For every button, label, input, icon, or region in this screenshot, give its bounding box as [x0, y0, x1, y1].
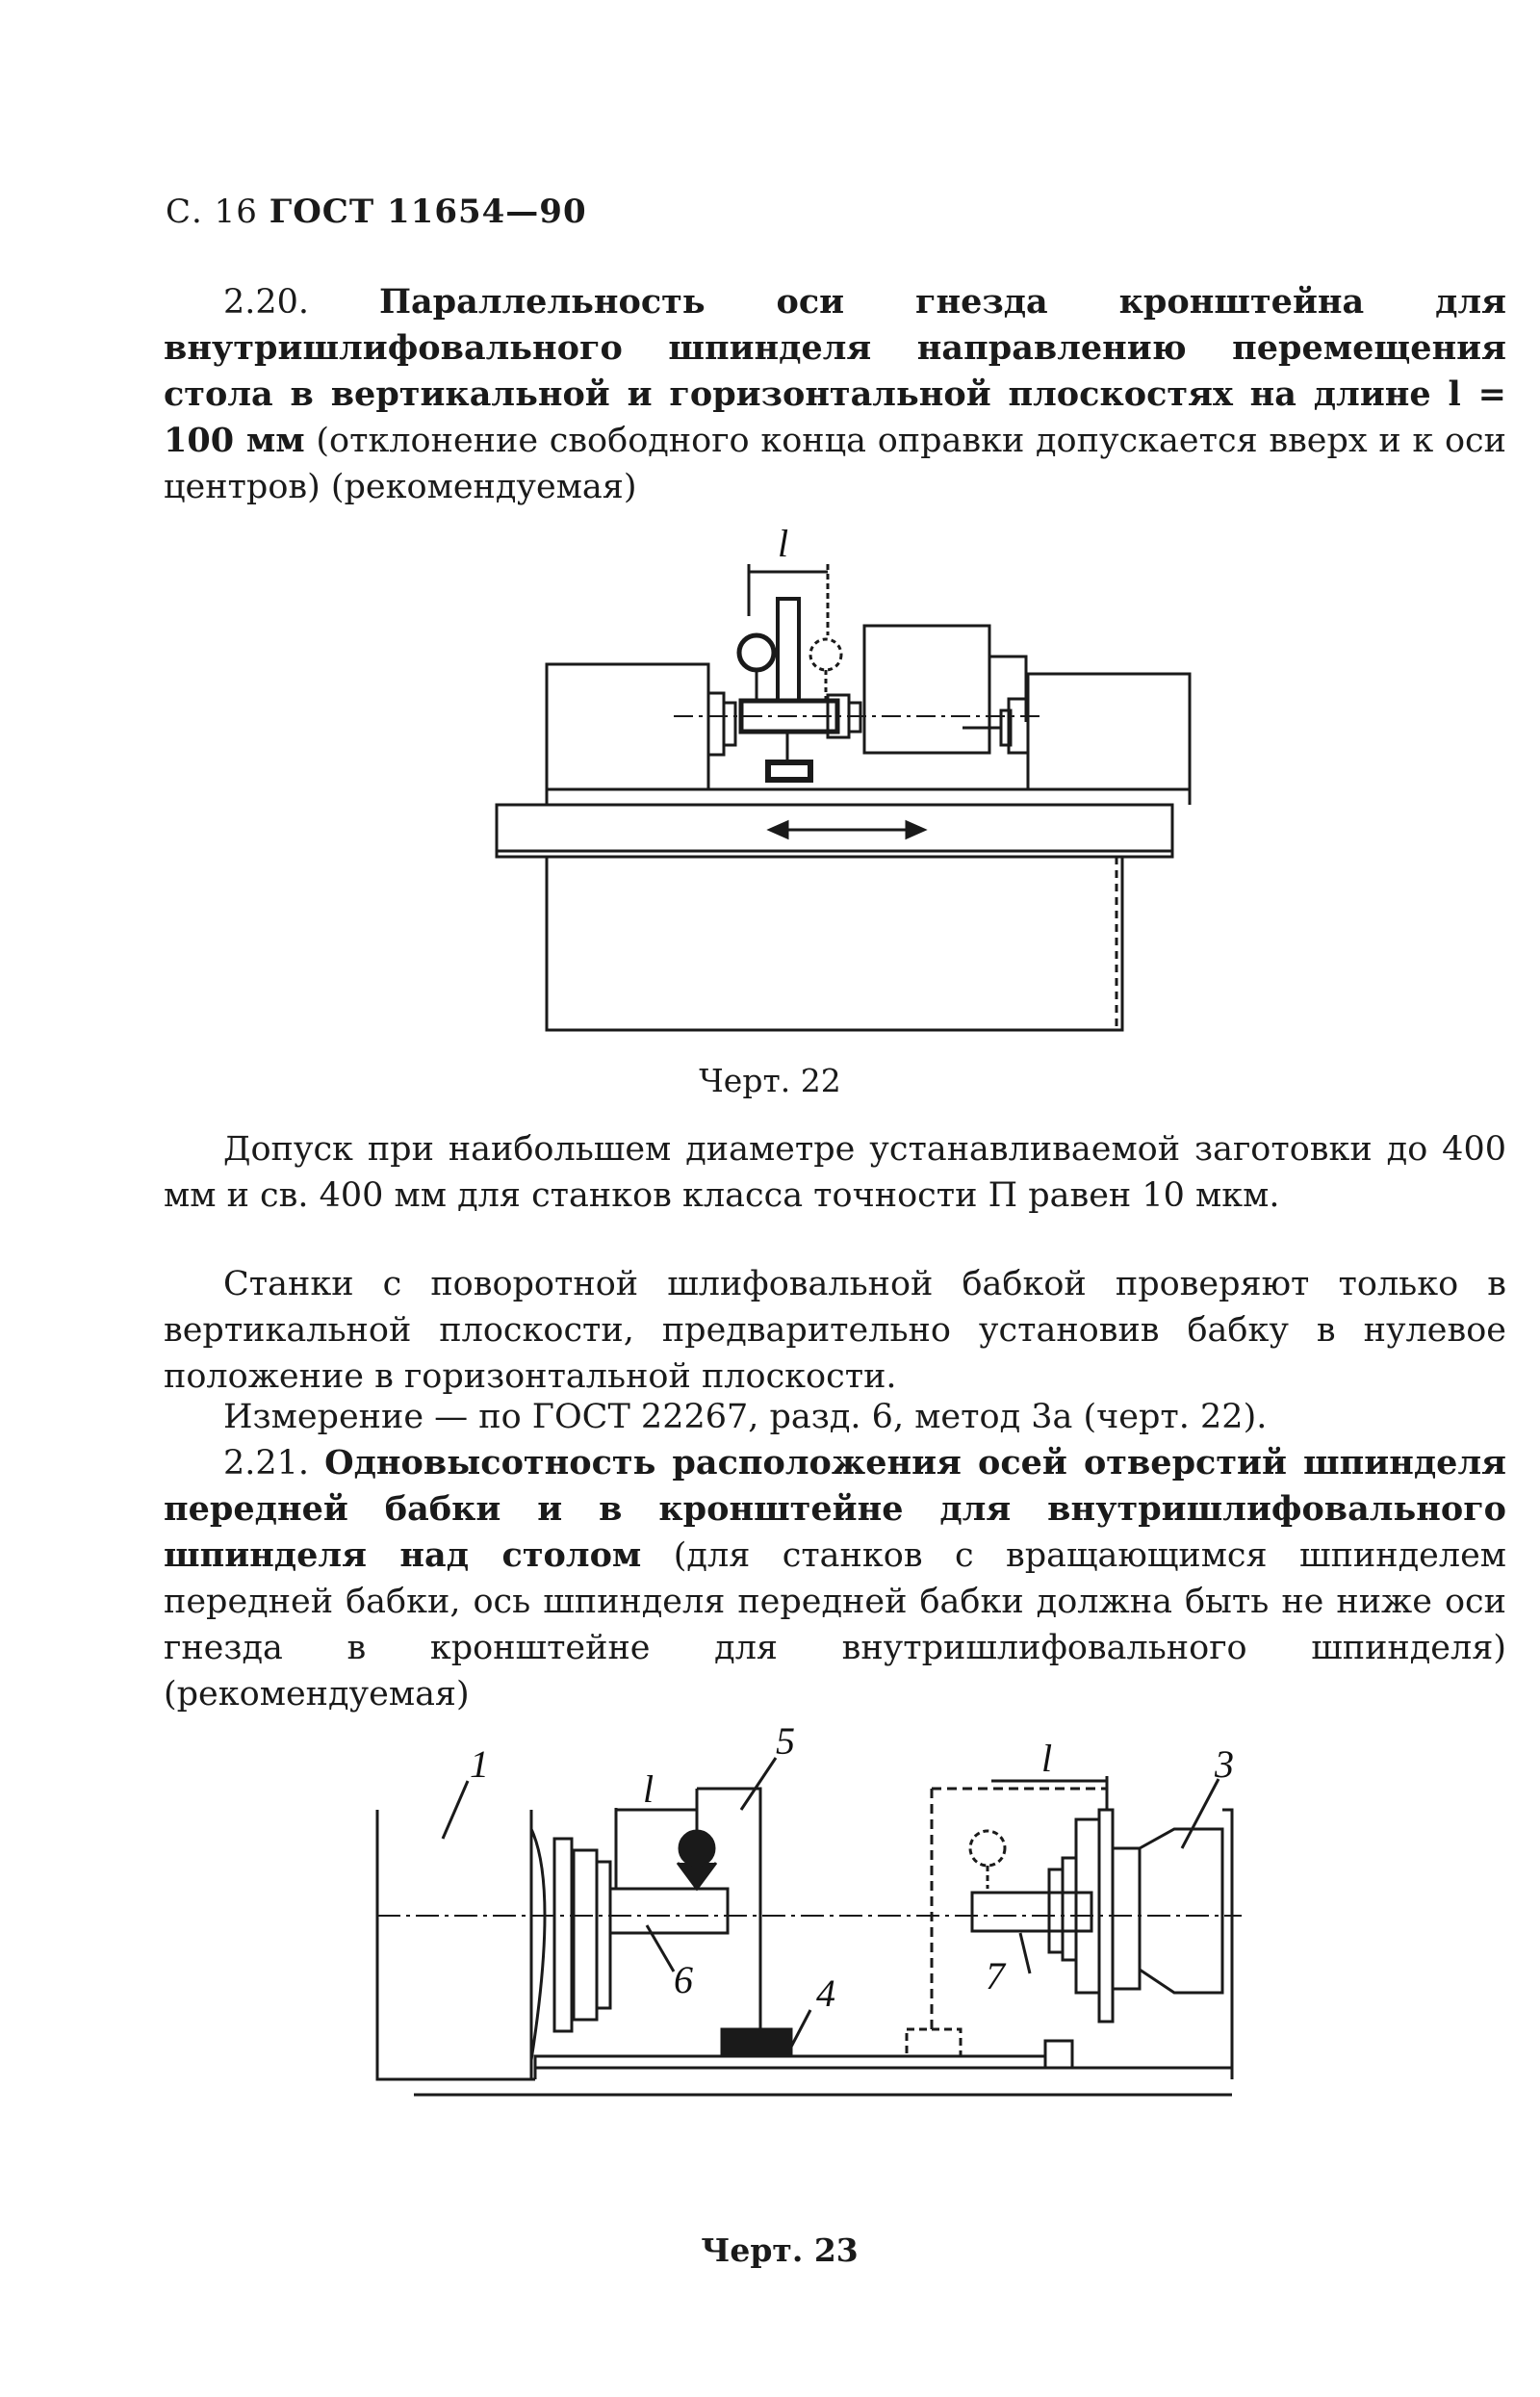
standard-code: ГОСТ 11654—90: [269, 193, 587, 231]
figure-22-caption: Черт. 22: [699, 1062, 841, 1099]
page-number: С. 16: [166, 193, 258, 231]
section-2-20-title: Параллельность оси гнезда кронштейна для внутришлифовального шпинделя направлению перемещения стола в вертикальной и горизонтальной плоскостях на длине l = 100 мм: [164, 282, 1506, 460]
label-l-right: l: [1041, 1737, 1053, 1780]
label-1: 1: [470, 1742, 489, 1786]
label-6: 6: [674, 1958, 693, 2001]
section-2-21-number: 2.21.: [223, 1444, 310, 1482]
measurement-text: Измерение — по ГОСТ 22267, разд. 6, метод 3а (черт. 22).: [223, 1398, 1268, 1436]
tolerance-text: Допуск при наибольшем диаметре устанавливаемой заготовки до 400 мм и св. 400 мм для станков класса точности П равен 10 мкм.: [164, 1130, 1506, 1215]
section-2-20-note: (отклонение свободного конца оправки допускается вверх и к оси центров) (рекомендуемая): [164, 422, 1506, 506]
label-l-left: l: [643, 1767, 654, 1811]
section-2-20-number: 2.20.: [223, 283, 310, 322]
label-7: 7: [986, 1954, 1005, 1998]
label-4: 4: [816, 1972, 835, 2015]
figure-23-labels: [470, 1719, 1234, 2015]
figure-22-length-label: l: [778, 522, 789, 565]
section-2-21-title: Одновысотность расположения осей отверстий шпинделя передней бабки и в кронштейне для внутришлифовального шпинделя над столом: [164, 1443, 1506, 1575]
label-5: 5: [776, 1719, 795, 1763]
label-3: 3: [1215, 1742, 1234, 1786]
section-2-21-note: (для станков с вращающимся шпинделем передней бабки, ось шпинделя передней бабки должна быть не ниже оси гнезда в кронштейне для внутришлифовального шпинделя) (рекомендуемая): [164, 1536, 1507, 1714]
figure-23-caption: Черт. 23: [701, 2231, 859, 2269]
rotary-text: Станки с поворотной шлифовальной бабкой проверяют только в вертикальной плоскости, предварительно установив бабку в нулевое положение в горизонтальной плоскости.: [164, 1265, 1506, 1396]
